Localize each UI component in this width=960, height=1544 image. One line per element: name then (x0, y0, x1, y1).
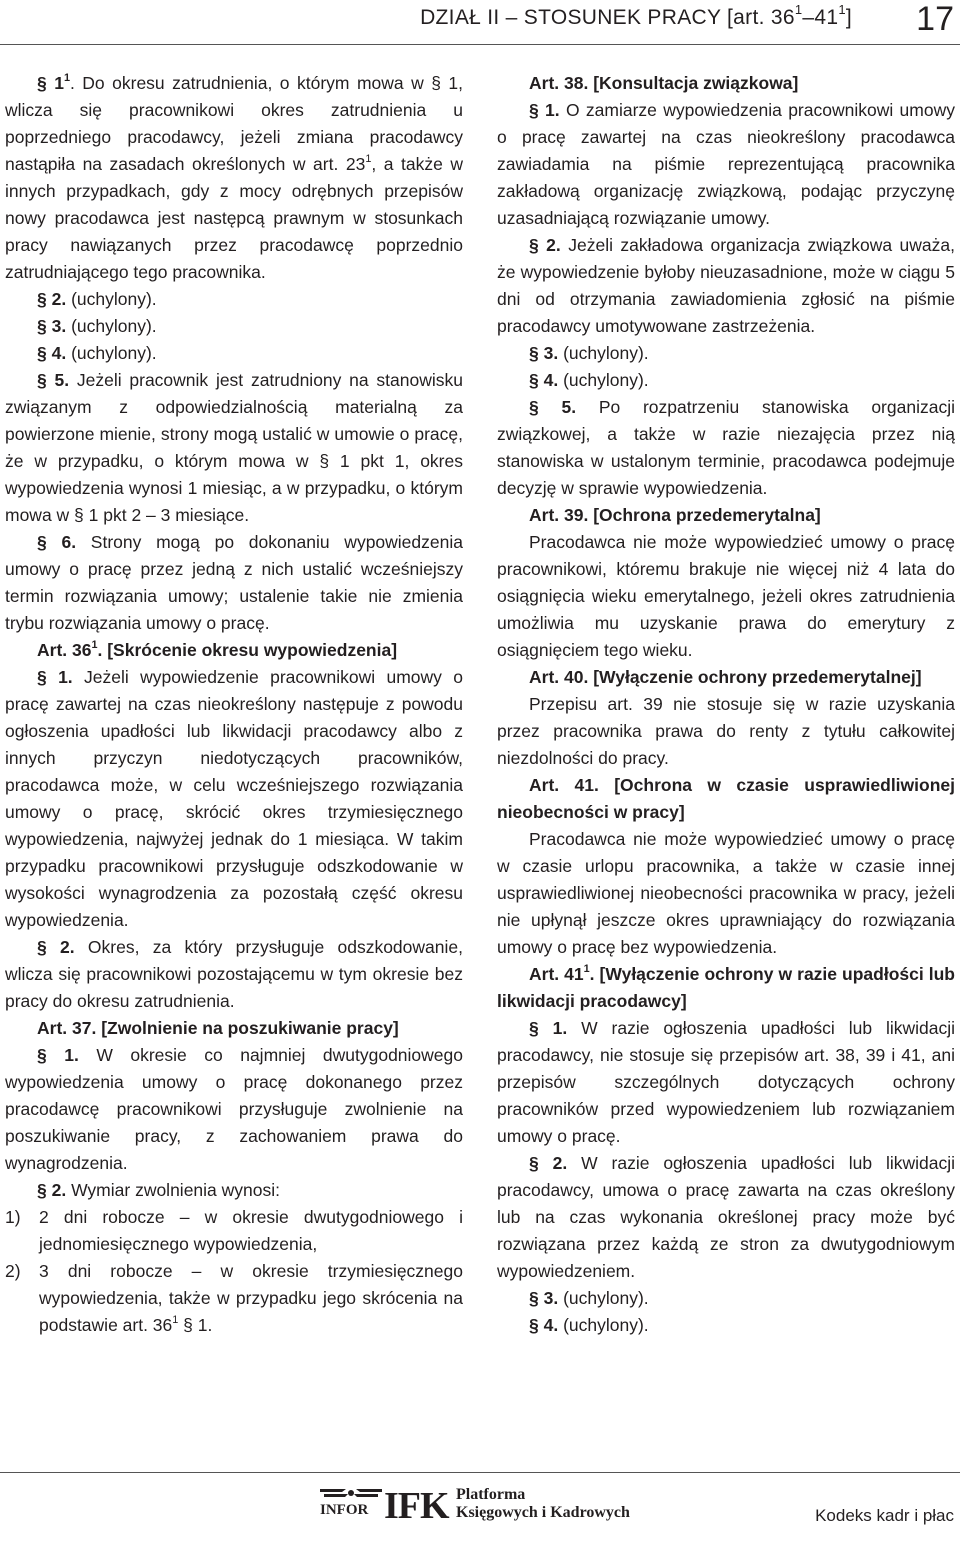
paragraph-art41-1-sec-4: § 4. (uchylony). (529, 1315, 649, 1335)
paragraph-art36-1-sec-1: § 1. Jeżeli wypowiedzenie pracownikowi umowy o pracę zawartej na czas nieokreślony następuje z powodu ogłoszenia upadłości lub likwidacji pracodawcy albo z innych przyczyn niedotyczących pracowników, pracodawca może, w celu wcześniejszego rozwiązania umowy o pracę, skrócić okres trzymiesięcznego wypowiedzenia, najwyżej jednak do 1 miesiąca. W takim przypadku pracownikowi przysługuje odszkodowanie w wysokości wynagrodzenia za pozostałą część okresu wypowiedzenia. (5, 667, 463, 930)
list-item: 1) 2 dni robocze – w okresie dwutygodniowego i jednomiesięcznego wypowiedzenia, (5, 1207, 463, 1254)
article-heading-36-1: Art. $36^1$. [Skrócenie okresu wypowiedzenia] (37, 638, 398, 660)
running-header-title: DZIAŁ II – STOSUNEK PRACY [art. $36^1-41^1$] (420, 2, 852, 29)
platform-logo-line1: Platforma (456, 1486, 526, 1503)
platform-logo-line2: Księgowych i Kadrowych (456, 1504, 630, 1521)
paragraph-art40: Przepisu art. 39 nie stosuje się w razie uzyskania przez pracownika prawa do renty z tytułu całkowitej niezdolności do pracy. (497, 694, 955, 768)
infor-ifk-logo (318, 1486, 648, 1528)
ifk-logo-text: IFK (384, 1485, 449, 1527)
paragraph-art38-sec-1: § 1. O zamiarze wypowiedzenia pracownikowi umowy o pracę zawartej na czas nieokreślony pracodawca zawiadamia na piśmie reprezentującą pracownika zakładową organizację związkową, podając przyczynę uzasadniającą rozwiązanie umowy. (497, 100, 955, 228)
paragraph-art38-sec-5: § 5. Po rozpatrzeniu stanowiska organizacji związkowej, a także w razie niezajęcia przez nią stanowiska w ustalonym terminie, pracodawca podejmuje decyzję w sprawie wypowiedzenia. (497, 397, 955, 498)
article-heading-38: Art. 38. [Konsultacja związkowa] (529, 73, 799, 93)
paragraph-art39: Pracodawca nie może wypowiedzieć umowy o pracę pracownikowi, któremu brakuje nie więcej niż 4 lata do osiągnięcia wieku emerytalnego, jeżeli okres zatrudnienia umożliwia mu uzyskanie prawa do emerytury z osiągnięciem tego wieku. (497, 532, 955, 660)
list-item: 2) 3 dni robocze – w okresie trzymiesięcznego wypowiedzenia, także w przypadku jego skrócenia na podstawie art. $36^1$ § 1. (5, 1261, 463, 1335)
paragraph-sec-3: § 3. (uchylony). (37, 316, 157, 336)
page-footer (0, 1472, 960, 1544)
art37-point-list (5, 1204, 463, 1339)
article-heading-40: Art. 40. [Wyłączenie ochrony przedemerytalnej] (529, 667, 922, 687)
paragraph-art38-sec-3: § 3. (uchylony). (529, 343, 649, 363)
paragraph-art36-1-sec-2: § 2. Okres, za który przysługuje odszkodowanie, wlicza się pracownikowi pozostającemu w tym okresie bez pracy do okresu zatrudnienia. (5, 937, 463, 1011)
header-divider (0, 44, 960, 45)
page-number: 17 (916, 0, 954, 38)
infor-wings-icon (318, 1486, 384, 1500)
paragraph-sec-5: § 5. Jeżeli pracownik jest zatrudniony na stanowisku związanym z odpowiedzialnością materialną za powierzone mienie, strony mogą ustalić w umowie o pracę, że w przypadku, o którym mowa w § 1 pkt 1, okres wypowiedzenia wynosi 1 miesiąc, a w przypadku, o którym mowa w § 1 pkt 2 – 3 miesiące. (5, 370, 463, 525)
paragraph-sec-2: § 2. (uchylony). (37, 289, 157, 309)
paragraph-art41-1-sec-1: § 1. W razie ogłoszenia upadłości lub likwidacji pracodawcy, nie stosuje się przepisów art. 38, 39 i 41, ani przepisów szczególnych dotyczących ochrony pracowników przed wypowiedzeniem lub rozwiązaniem umowy o pracę. (497, 1018, 955, 1146)
paragraph-art38-sec-4: § 4. (uchylony). (529, 370, 649, 390)
paragraph-art41-1-sec-2: § 2. W razie ogłoszenia upadłości lub likwidacji pracodawcy, umowa o pracę zawarta na czas określony lub na czas wykonania określonej pracy może być rozwiązana przez każdą ze stron za dwutygodniowym wypowiedzeniem. (497, 1153, 955, 1281)
paragraph-art41: Pracodawca nie może wypowiedzieć umowy o pracę w czasie urlopu pracownika, a także w czasie innej usprawiedliwionej nieobecności pracownika w pracy, jeżeli nie upłynął jeszcze okres uprawniający do rozwiązania umowy o pracę bez wypowiedzenia. (497, 829, 955, 957)
paragraph-art38-sec-2: § 2. Jeżeli zakładowa organizacja związkowa uważa, że wypowiedzenie byłoby nieuzasadnione, może w ciągu 5 dni od otrzymania zawiadomienia zgłosić na piśmie pracodawcy umotywowane zastrzeżenia. (497, 235, 955, 336)
article-heading-41-1: Art. $41^1$. [Wyłączenie ochrony w razie upadłości lub likwidacji pracodawcy] (497, 962, 955, 1011)
paragraph-sec-1-1: § $1^1$. Do okresu zatrudnienia, o którym mowa w § 1, wlicza się pracownikowi okres zatrudnienia u poprzedniego pracodawcy, jeżeli zmiana pracodawcy nastąpiła na zasadach określonych w art. $23^1$, a także w innych przypadkach, gdy z mocy odrębnych przepisów nowy pracodawca jest następcą prawnym w stosunkach pracy nawiązanych przez pracodawcę poprzednio zatrudniającego tego pracownika. (5, 71, 463, 282)
book-title: Kodeks kadr i płac (815, 1506, 954, 1525)
infor-logo-text: INFOR (320, 1502, 369, 1518)
paragraph-art37-sec-2: § 2. Wymiar zwolnienia wynosi: (37, 1180, 280, 1200)
page-header (0, 0, 960, 44)
paragraph-art37-sec-1: § 1. W okresie co najmniej dwutygodniowego wypowiedzenia umowy o pracę dokonanego przez pracodawcę pracownikowi przysługuje zwolnienie na poszukiwanie pracy, z zachowaniem prawa do wynagrodzenia. (5, 1045, 463, 1173)
article-heading-41: Art. 41. [Ochrona w czasie usprawiedliwionej nieobecności w pracy] (497, 775, 955, 822)
paragraph-sec-4: § 4. (uchylony). (37, 343, 157, 363)
right-column (497, 70, 955, 1339)
article-heading-39: Art. 39. [Ochrona przedemerytalna] (529, 505, 821, 525)
paragraph-sec-6: § 6. Strony mogą po dokonaniu wypowiedzenia umowy o pracę przez jedną z nich ustalić wcześniejszy termin rozwiązania umowy; ustalenie takie nie zmienia trybu rozwiązania umowy o pracę. (5, 532, 463, 633)
left-column (5, 70, 463, 1339)
footer-divider (0, 1472, 960, 1473)
paragraph-art41-1-sec-3: § 3. (uchylony). (529, 1288, 649, 1308)
article-heading-37: Art. 37. [Zwolnienie na poszukiwanie pracy] (37, 1018, 399, 1038)
